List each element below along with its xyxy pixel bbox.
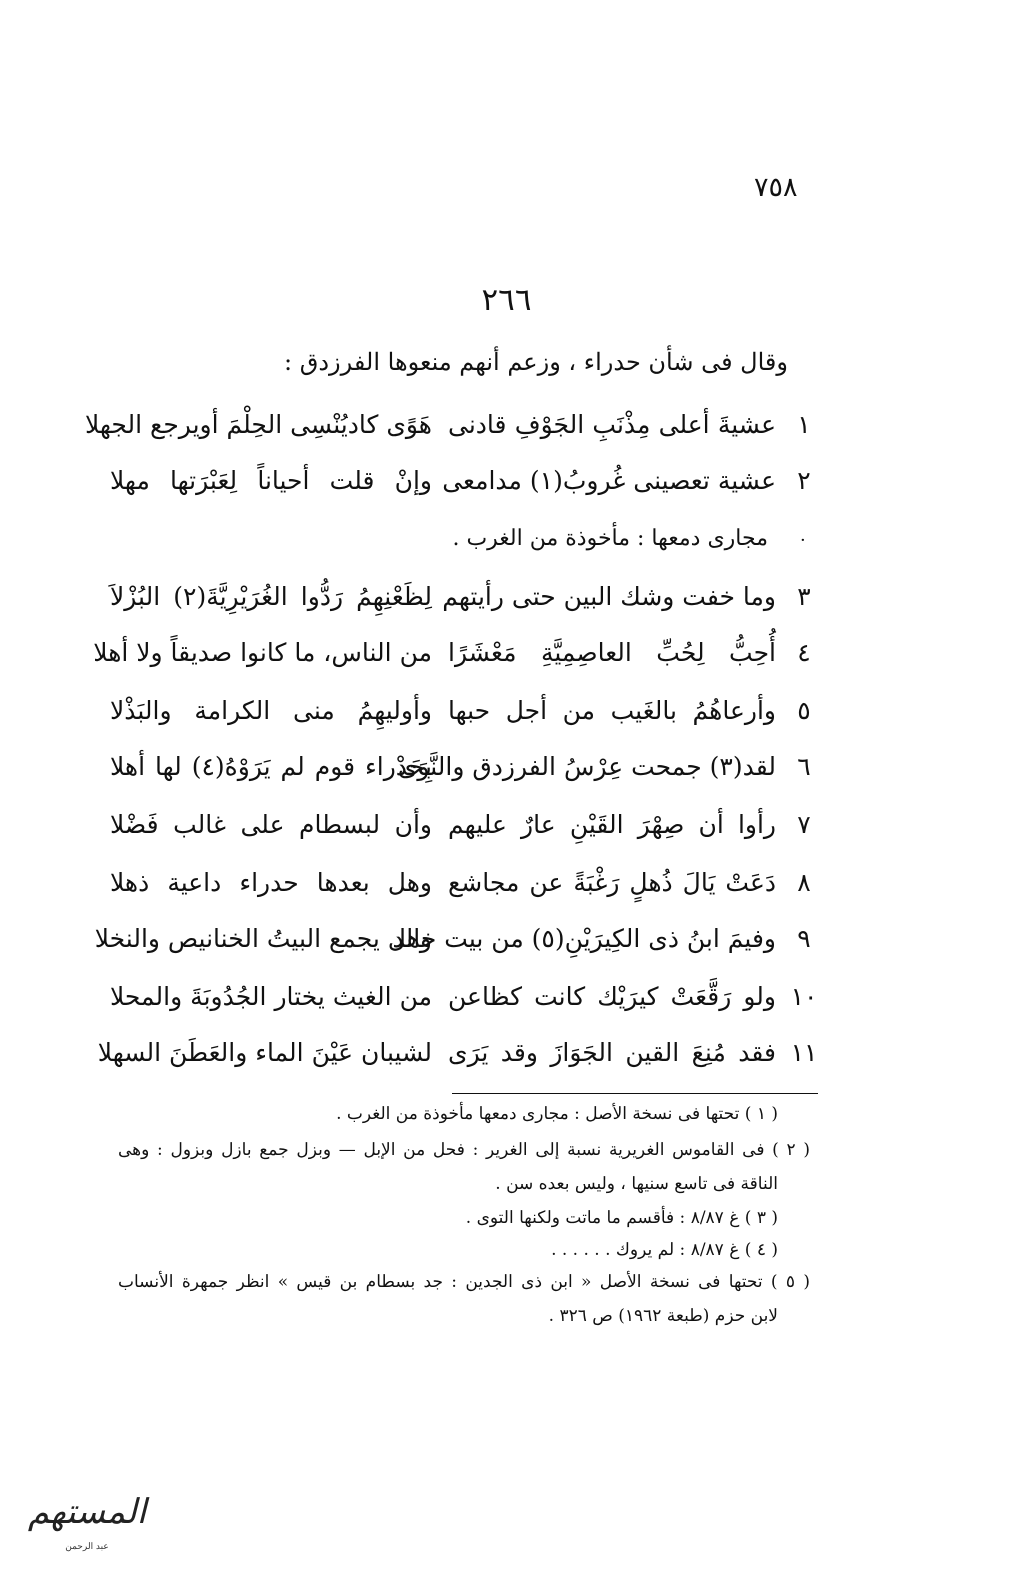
verse-line bbox=[112, 466, 822, 520]
second-hemistich: بِحَدْراء قوم لم يَرَوْهُ(٤) لها أهلا bbox=[110, 752, 432, 781]
verse-number: ٦ bbox=[797, 752, 811, 781]
footnote: ( ١ ) تحتها فى نسخة الأصل : مجارى دمعها مأخوذة من الغرب . bbox=[336, 1104, 778, 1124]
first-hemistich: وأرعاهُمُ بالغَيب من أجل حبها bbox=[448, 696, 776, 725]
footnote-continuation: الناقة فى تاسع سنيها ، وليس بعده سن . bbox=[495, 1174, 778, 1194]
second-hemistich: وأن لبسطام على غالب فَضْلا bbox=[110, 810, 432, 839]
verse-number: ١٠ bbox=[790, 982, 818, 1011]
first-hemistich: أُحِبُّ لِحُبِّ العاصِمِيَّةِ مَعْشَرًا bbox=[448, 638, 776, 667]
second-hemistich: وهل بعدها حدراء داعية ذهلا bbox=[110, 868, 432, 897]
second-hemistich: وإنْ قلت أحياناً لِعَبْرَتها مهلا bbox=[110, 466, 432, 495]
footnote: ( ٥ ) تحتها فى نسخة الأصل « ابن ذى الجدين : جد بسطام بن قيس » انظر جمهرة الأنساب bbox=[118, 1272, 810, 1292]
verse-line bbox=[97, 1038, 822, 1092]
first-hemistich: لقد(٣) جمحت عِرْسُ الفرزدق والنَّوَى bbox=[397, 752, 776, 781]
verse-line bbox=[112, 810, 822, 864]
stamp-calligraphy: المستهم bbox=[27, 1492, 147, 1532]
second-hemistich: لِظَعْنِهِمُ رَدُّوا الغُرَيْرِيَّةَ(٢) البُزْلاَ bbox=[110, 582, 433, 611]
verse-line bbox=[112, 752, 822, 806]
first-hemistich: عشيةَ أعلى مِذْنَبِ الجَوْفِ قادنى bbox=[448, 410, 776, 439]
poem-intro: وقال فى شأن حدراء ، وزعم أنهم منعوها الفرزدق : bbox=[284, 348, 788, 376]
verse-number: ٩ bbox=[797, 924, 811, 953]
first-hemistich: ولو رَقَّعَتْ كيرَيْك كانت كظاعن bbox=[448, 982, 776, 1011]
footnote: ( ٢ ) فى القاموس الغريرية نسبة إلى الغرير : فحل من الإبل — وبزل جمع بازل وبزول : وهى bbox=[118, 1140, 810, 1160]
verse-number: ٣ bbox=[797, 582, 811, 611]
stamp-subtext: عبد الرحمن bbox=[65, 1542, 109, 1552]
first-hemistich: دَعَتْ يَالَ ذُهلٍ رَغْبَةً عن مجاشع bbox=[448, 868, 776, 897]
verse-gloss: مجارى دمعها : مأخوذة من الغرب . bbox=[452, 526, 768, 551]
first-hemistich: وفيمَ ابنُ ذى الكِيرَيْنِ(٥) من بيت خالد bbox=[392, 924, 776, 953]
library-stamp-logo bbox=[12, 1492, 162, 1566]
verse-number: ٢ bbox=[797, 466, 811, 495]
first-hemistich: وما خفت وشك البين حتى رأيتهم bbox=[442, 582, 776, 611]
second-hemistich: هَوًى كاديُنْسِى الحِلْمَ أويرجع الجهلا bbox=[84, 410, 432, 439]
verse-number: ٤ bbox=[797, 638, 811, 667]
first-hemistich: فقد مُنِعَ القين الجَوَازَ وقد يَرَى bbox=[448, 1038, 776, 1067]
poem-number: ٢٦٦ bbox=[481, 282, 532, 318]
verse-number: ٨ bbox=[797, 868, 811, 897]
second-hemistich: وهل يجمع البيتُ الخنانيص والنخلا bbox=[94, 924, 432, 953]
verse-line bbox=[112, 582, 822, 636]
verse-line bbox=[112, 696, 822, 750]
first-hemistich: رأوا أن صِهْرَ القَيْنِ عارٌ عليهم bbox=[448, 810, 776, 839]
second-hemistich: لشيبان عَيْنَ الماء والعَطَنَ السهلا bbox=[97, 1038, 432, 1067]
verse-line bbox=[94, 924, 822, 978]
verse-line bbox=[93, 638, 822, 692]
verse-number: ١١ bbox=[790, 1038, 818, 1067]
footnote: ( ٤ ) غ ٨/٨٧ : لم يروك . . . . . . bbox=[551, 1240, 778, 1260]
gloss-marker: · bbox=[800, 530, 806, 551]
second-hemistich: وأوليهِمُ منى الكرامة والبَذْلا bbox=[110, 696, 432, 725]
verse-line bbox=[112, 982, 822, 1036]
verse-number: ٧ bbox=[797, 810, 811, 839]
second-hemistich: من الناس، ما كانوا صديقاً ولا أهلا bbox=[93, 638, 432, 667]
verse-line bbox=[84, 410, 822, 464]
footnote-divider bbox=[452, 1093, 818, 1094]
verse-number: ١ bbox=[797, 410, 811, 439]
first-hemistich: عشية تعصينى غُروبُ(١) مدامعى bbox=[442, 466, 776, 495]
page-number: ٧٥٨ bbox=[754, 172, 798, 203]
verse-number: ٥ bbox=[797, 696, 811, 725]
verse-line bbox=[112, 868, 822, 922]
second-hemistich: من الغيث يختار الجُدُوبَةَ والمحلا bbox=[110, 982, 432, 1011]
footnote-continuation: لابن حزم (طبعة ١٩٦٢) ص ٣٢٦ . bbox=[548, 1306, 778, 1326]
footnote: ( ٣ ) غ ٨/٨٧ : فأقسم ما ماتت ولكنها التوى . bbox=[465, 1208, 778, 1228]
